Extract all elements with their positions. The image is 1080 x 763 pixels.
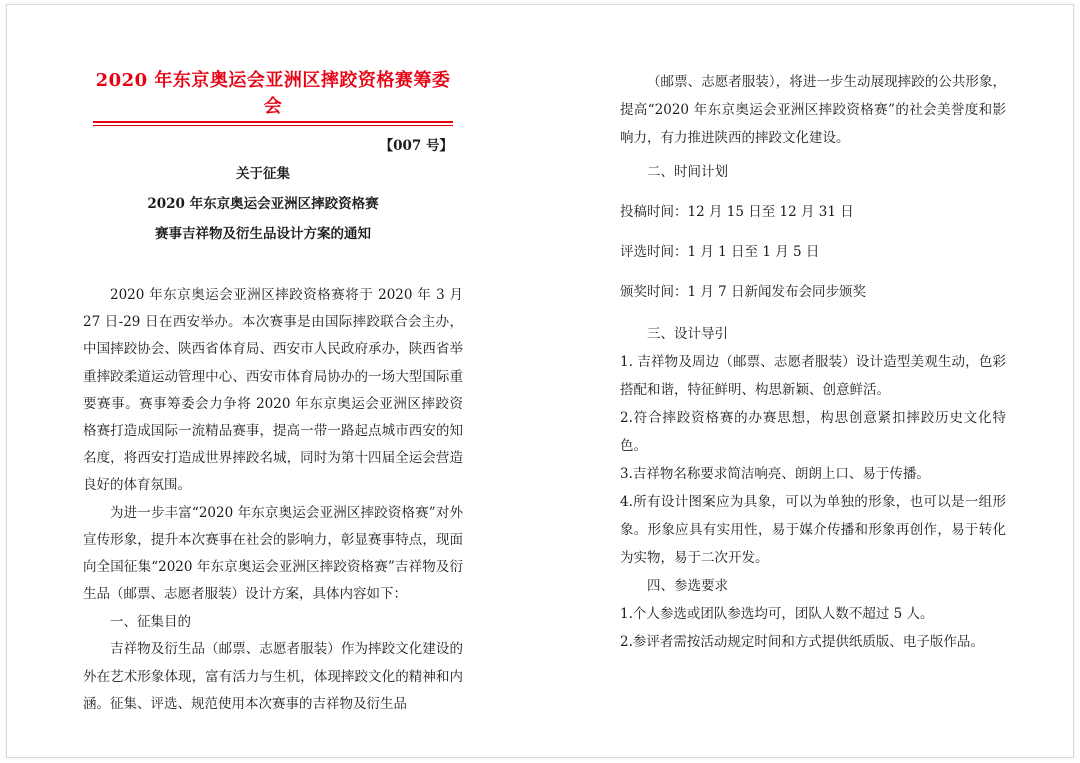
section-heading-2: 二、时间计划	[647, 164, 728, 180]
right-column	[620, 68, 1006, 656]
guide-item-1: 1. 吉祥物及周边（邮票、志愿者服装）设计造型美观生动，色彩搭配和谐，特征鲜明、构思新颖、创意鲜活。	[620, 354, 1006, 398]
submission-time: 投稿时间：12 月 15 日至 12 月 31 日	[620, 204, 854, 220]
intro-paragraph: 2020 年东京奥运会亚洲区摔跤资格赛将于 2020 年 3 月 27 日-29 日在西安举办。本次赛事是由国际摔跤联合会主办，中国摔跤协会、陕西省体育局、西安市人民政府承办，陕西省举重摔跤柔道运动管理中心、西安市体育局协办的一场大型国际重要赛事。赛事筹委会力争将 2020 年东京奥运会亚洲区摔跤资格赛打造成国际一流精品赛事，提高一带一路起点城市西安的知名度，将西安打造成世界摔跤名城，同时为第十四届全运会营造良好的体育氛围。	[83, 287, 463, 494]
document-number: 【007 号】	[379, 138, 453, 154]
guide-item-3: 3.吉祥物名称要求简洁响亮、朗朗上口、易于传播。	[620, 466, 930, 482]
collection-purpose-paragraph: 吉祥物及衍生品（邮票、志愿者服装）作为摔跤文化建设的外在艺术形象体现，富有活力与生机，体现摔跤文化的精神和内涵。征集、评选、规范使用本次赛事的吉祥物及衍生品	[83, 641, 463, 712]
selection-time: 评选时间：1 月 1 日至 1 月 5 日	[620, 244, 820, 260]
requirement-item-2: 2.参评者需按活动规定时间和方式提供纸质版、电子版作品。	[620, 634, 984, 650]
section-heading-4: 四、参选要求	[647, 578, 728, 594]
notice-subtitle-1: 关于征集	[236, 166, 290, 182]
notice-subtitle-3: 赛事吉祥物及衍生品设计方案的通知	[155, 226, 371, 242]
requirement-item-1: 1.个人参选或团队参选均可，团队人数不超过 5 人。	[620, 606, 934, 622]
guide-item-2: 2.符合摔跤资格赛的办赛思想，构思创意紧扣摔跤历史文化特色。	[620, 410, 1006, 454]
continued-paragraph: （邮票、志愿者服装），将进一步生动展现摔跤的公共形象，提高“2020 年东京奥运会亚洲区摔跤资格赛”的社会美誉度和影响力，有力推进陕西的摔跤文化建设。	[620, 74, 1006, 146]
left-column	[83, 66, 463, 718]
purpose-paragraph: 为进一步丰富“2020 年东京奥运会亚洲区摔跤资格赛”对外宣传形象，提升本次赛事在社会的影响力，彰显赛事特点，现面向全国征集“2020 年东京奥运会亚洲区摔跤资格赛”吉祥物及衍生品（邮票、志愿者服装）设计方案，具体内容如下：	[83, 504, 463, 603]
notice-subtitle-2: 2020 年东京奥运会亚洲区摔跤资格赛	[147, 196, 379, 212]
guide-item-4: 4.所有设计图案应为具象，可以为单独的形象，也可以是一组形象。形象应具有实用性，易于媒介传播和形象再创作，易于转化为实物，易于二次开发。	[620, 494, 1006, 566]
section-heading-3: 三、设计导引	[647, 326, 728, 342]
committee-header-title: 2020 年东京奥运会亚洲区摔跤资格赛筹委会	[93, 66, 453, 123]
section-heading-1: 一、征集目的	[110, 614, 191, 631]
award-time: 颁奖时间：1 月 7 日新闻发布会同步颁奖	[620, 284, 867, 300]
